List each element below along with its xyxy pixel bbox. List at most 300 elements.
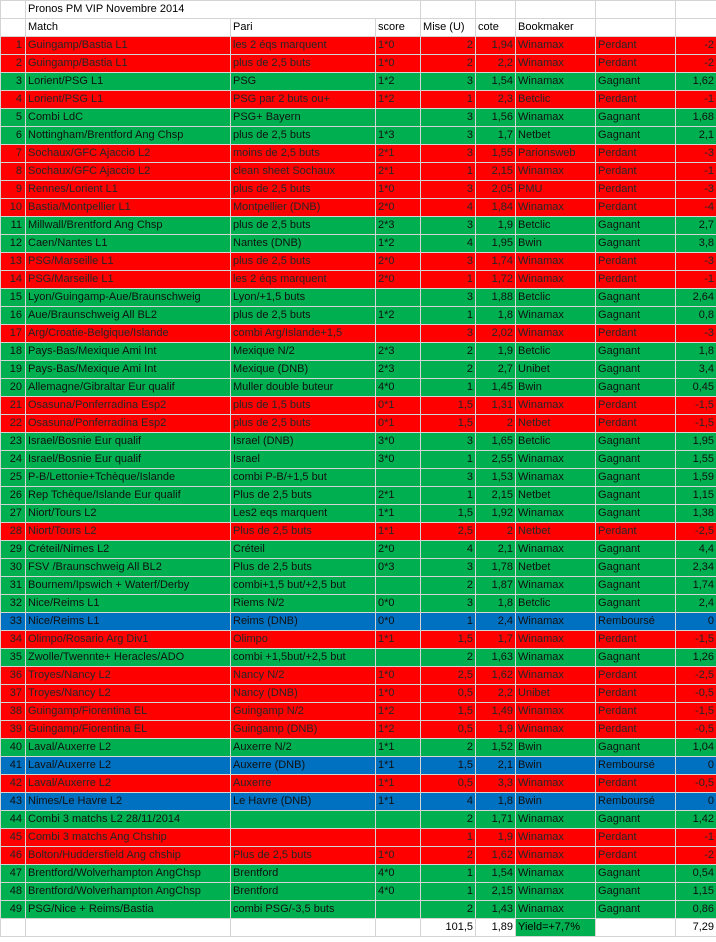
cell-score[interactable]: 2*0 (376, 253, 421, 271)
cell-bookmaker[interactable]: Winamax (516, 883, 596, 901)
cell-cote[interactable]: 1,62 (476, 667, 516, 685)
cell-match[interactable]: Guingamp/Fiorentina EL (26, 721, 231, 739)
cell-mise[interactable]: 1,5 (421, 703, 476, 721)
cell-gain[interactable]: -2 (676, 55, 716, 73)
cell-mise[interactable]: 3 (421, 127, 476, 145)
cell-match[interactable]: Caen/Nantes L1 (26, 235, 231, 253)
cell-pari[interactable]: Mexique N/2 (231, 343, 376, 361)
cell-match[interactable]: Combi LdC (26, 109, 231, 127)
cell-result[interactable]: Gagnant (596, 577, 676, 595)
cell-pari[interactable]: Montpellier (DNB) (231, 199, 376, 217)
row-number[interactable] (1, 1, 26, 19)
cell-mise[interactable]: 1 (421, 883, 476, 901)
cell-gain[interactable]: -3 (676, 145, 716, 163)
cell-gain[interactable]: -1 (676, 163, 716, 181)
cell-result[interactable]: Gagnant (596, 811, 676, 829)
cell-gain[interactable]: 2,34 (676, 559, 716, 577)
cell-score[interactable] (376, 829, 421, 847)
cell-mise[interactable]: 0,5 (421, 685, 476, 703)
cell-result[interactable]: Perdant (596, 163, 676, 181)
cell-match[interactable]: Lyon/Guingamp-Aue/Braunschweig (26, 289, 231, 307)
cell-cote[interactable]: 1,71 (476, 811, 516, 829)
cell-mise[interactable]: 1 (421, 91, 476, 109)
cell-score[interactable]: 1*0 (376, 667, 421, 685)
cell-result[interactable]: Gagnant (596, 73, 676, 91)
cell-cote[interactable]: 1,54 (476, 73, 516, 91)
cell-cote[interactable]: 1,92 (476, 505, 516, 523)
row-index[interactable]: 41 (1, 757, 26, 775)
cell-score[interactable]: 1*0 (376, 181, 421, 199)
row-index[interactable]: 46 (1, 847, 26, 865)
cell-mise[interactable]: 2,5 (421, 667, 476, 685)
cell-score[interactable]: 1*1 (376, 757, 421, 775)
cell-bookmaker[interactable]: Winamax (516, 55, 596, 73)
cell-score[interactable]: 1*0 (376, 37, 421, 55)
cell-gain[interactable]: -1,5 (676, 703, 716, 721)
cell-mise[interactable]: 1,5 (421, 757, 476, 775)
cell-match[interactable]: P-B/Lettonie+Tchèque/Islande (26, 469, 231, 487)
cell-match[interactable]: Niort/Tours L2 (26, 505, 231, 523)
cell-result[interactable]: Perdant (596, 829, 676, 847)
cell-score[interactable]: 1*1 (376, 793, 421, 811)
cell-mise[interactable]: 4 (421, 793, 476, 811)
cell-score[interactable]: 1*2 (376, 721, 421, 739)
cell-gain[interactable]: -1 (676, 271, 716, 289)
cell-match[interactable]: Pays-Bas/Mexique Ami Int (26, 343, 231, 361)
cell-pari[interactable]: Nantes (DNB) (231, 235, 376, 253)
cell-score[interactable]: 2*3 (376, 361, 421, 379)
cell-mise[interactable]: 3 (421, 433, 476, 451)
cell-cote[interactable]: 2,1 (476, 541, 516, 559)
cell-match[interactable]: Combi 3 matchs L2 28/11/2014 (26, 811, 231, 829)
row-index[interactable]: 29 (1, 541, 26, 559)
cell-score[interactable]: 3*0 (376, 451, 421, 469)
cell-mise[interactable]: 2 (421, 343, 476, 361)
cell-gain[interactable]: 2,7 (676, 217, 716, 235)
cell-cote[interactable]: 1,45 (476, 379, 516, 397)
cell-score[interactable]: 1*1 (376, 739, 421, 757)
cell-pari[interactable]: plus de 1,5 buts (231, 397, 376, 415)
row-index[interactable]: 35 (1, 649, 26, 667)
cell-mise[interactable]: 2 (421, 649, 476, 667)
cell-cote[interactable]: 2,2 (476, 685, 516, 703)
cell-cote[interactable]: 2,3 (476, 91, 516, 109)
cell-bookmaker[interactable]: Betclic (516, 343, 596, 361)
cell-match[interactable]: Brentford/Wolverhampton AngChsp (26, 883, 231, 901)
cell-bookmaker[interactable]: Netbet (516, 415, 596, 433)
cell-match[interactable]: Guingamp/Bastia L1 (26, 55, 231, 73)
cell-gain[interactable]: -0,5 (676, 721, 716, 739)
cell-gain[interactable]: -2 (676, 847, 716, 865)
cell-gain[interactable]: -3 (676, 253, 716, 271)
cell-gain[interactable]: 1,74 (676, 577, 716, 595)
cell-match[interactable]: Osasuna/Ponferradina Esp2 (26, 415, 231, 433)
cell-mise[interactable]: 3 (421, 469, 476, 487)
row-index[interactable]: 42 (1, 775, 26, 793)
cell-bookmaker[interactable]: Winamax (516, 469, 596, 487)
cell-pari[interactable]: Israel (231, 451, 376, 469)
cell-cote[interactable]: 2 (476, 415, 516, 433)
cell-gain[interactable]: 1,55 (676, 451, 716, 469)
cell-match[interactable]: Brentford/Wolverhampton AngChsp (26, 865, 231, 883)
cell-mise[interactable]: 1 (421, 307, 476, 325)
cell-mise[interactable]: 1 (421, 163, 476, 181)
cell-score[interactable]: 4*0 (376, 883, 421, 901)
cell-cote[interactable]: 1,78 (476, 559, 516, 577)
yield-label[interactable]: Yield=+7,7% (516, 919, 596, 937)
cell-score[interactable]: 0*1 (376, 415, 421, 433)
row-index[interactable]: 43 (1, 793, 26, 811)
cell-bookmaker[interactable]: Winamax (516, 307, 596, 325)
cell-score[interactable]: 2*1 (376, 487, 421, 505)
cell-pari[interactable]: Mexique (DNB) (231, 361, 376, 379)
cell-match[interactable]: Créteil/Nimes L2 (26, 541, 231, 559)
cell-score[interactable]: 1*0 (376, 685, 421, 703)
cell-result[interactable]: Remboursé (596, 793, 676, 811)
cell-gain[interactable]: -2 (676, 37, 716, 55)
cell-mise[interactable]: 2 (421, 847, 476, 865)
row-index[interactable]: 1 (1, 37, 26, 55)
cell-bookmaker[interactable]: Winamax (516, 811, 596, 829)
cell-pari[interactable]: Israel (DNB) (231, 433, 376, 451)
row-index[interactable]: 7 (1, 145, 26, 163)
cell-match[interactable]: Olimpo/Rosario Arg Div1 (26, 631, 231, 649)
cell-mise[interactable]: 2 (421, 577, 476, 595)
cell-bookmaker[interactable]: Winamax (516, 73, 596, 91)
cell-score[interactable]: 1*2 (376, 91, 421, 109)
cell-score[interactable]: 0*3 (376, 559, 421, 577)
cell-result[interactable]: Perdant (596, 145, 676, 163)
cell-bookmaker[interactable]: Betclic (516, 595, 596, 613)
cell-score[interactable]: 2*0 (376, 541, 421, 559)
cell-pari[interactable]: Guingamp (DNB) (231, 721, 376, 739)
cell-result[interactable]: Perdant (596, 199, 676, 217)
row-index[interactable]: 44 (1, 811, 26, 829)
cell-score[interactable]: 1*3 (376, 127, 421, 145)
cell-cote[interactable]: 1,7 (476, 631, 516, 649)
cell-bookmaker[interactable]: Winamax (516, 577, 596, 595)
cell-gain[interactable]: 1,26 (676, 649, 716, 667)
cell-score[interactable]: 1*1 (376, 631, 421, 649)
cell-gain[interactable]: -1 (676, 829, 716, 847)
cell-mise[interactable]: 3 (421, 145, 476, 163)
header-cote[interactable]: cote (476, 19, 516, 37)
header-mise[interactable]: Mise (U) (421, 19, 476, 37)
cell-bookmaker[interactable]: Winamax (516, 397, 596, 415)
cell-gain[interactable]: -1,5 (676, 397, 716, 415)
cell-result[interactable]: Gagnant (596, 559, 676, 577)
cell-score[interactable]: 1*0 (376, 847, 421, 865)
cell-match[interactable]: Osasuna/Ponferradina Esp2 (26, 397, 231, 415)
cell-pari[interactable]: Brentford (231, 865, 376, 883)
cell-cote[interactable]: 1,9 (476, 829, 516, 847)
cell-score[interactable]: 1*2 (376, 73, 421, 91)
cell-bookmaker[interactable]: Parionsweb (516, 145, 596, 163)
cell-bookmaker[interactable]: Netbet (516, 127, 596, 145)
cell-gain[interactable]: -0,5 (676, 775, 716, 793)
cell-gain[interactable]: 0,86 (676, 901, 716, 919)
cell-bookmaker[interactable]: Winamax (516, 775, 596, 793)
row-index[interactable]: 28 (1, 523, 26, 541)
cell-score[interactable]: 1*1 (376, 505, 421, 523)
cell-gain[interactable]: 1,42 (676, 811, 716, 829)
cell-pari[interactable]: plus de 2,5 buts (231, 55, 376, 73)
cell-result[interactable]: Gagnant (596, 343, 676, 361)
row-index[interactable]: 6 (1, 127, 26, 145)
row-index[interactable]: 5 (1, 109, 26, 127)
cell-result[interactable]: Perdant (596, 91, 676, 109)
cell-match[interactable]: Sochaux/GFC Ajaccio L2 (26, 163, 231, 181)
cell-result[interactable]: Perdant (596, 415, 676, 433)
cell-result[interactable]: Perdant (596, 55, 676, 73)
cell-mise[interactable]: 3 (421, 559, 476, 577)
cell-cote[interactable]: 1,54 (476, 865, 516, 883)
cell-match[interactable]: Bastia/Montpellier L1 (26, 199, 231, 217)
cell-mise[interactable]: 2 (421, 811, 476, 829)
row-index[interactable]: 25 (1, 469, 26, 487)
row-index[interactable]: 27 (1, 505, 26, 523)
cell-bookmaker[interactable]: Betclic (516, 289, 596, 307)
cell-result[interactable]: Gagnant (596, 217, 676, 235)
cell-cote[interactable]: 2,1 (476, 757, 516, 775)
cell-mise[interactable]: 1 (421, 829, 476, 847)
cell-score[interactable]: 1*0 (376, 55, 421, 73)
cell-cote[interactable]: 2,4 (476, 613, 516, 631)
cell-mise[interactable]: 2 (421, 37, 476, 55)
cell-match[interactable]: Israel/Bosnie Eur qualif (26, 451, 231, 469)
cell-bookmaker[interactable]: Winamax (516, 163, 596, 181)
cell-result[interactable]: Gagnant (596, 469, 676, 487)
cell-gain[interactable]: 1,62 (676, 73, 716, 91)
cell-match[interactable]: Bolton/Huddersfield Ang chship (26, 847, 231, 865)
header-match[interactable]: Match (26, 19, 231, 37)
sheet-title[interactable]: Pronos PM VIP Novembre 2014 (26, 1, 421, 19)
cell-match[interactable]: Rennes/Lorient L1 (26, 181, 231, 199)
cell-bookmaker[interactable]: Winamax (516, 541, 596, 559)
row-index[interactable]: 39 (1, 721, 26, 739)
row-index[interactable]: 38 (1, 703, 26, 721)
cell-bookmaker[interactable]: Netbet (516, 523, 596, 541)
cell-result[interactable]: Perdant (596, 271, 676, 289)
cell-pari[interactable]: moins de 2,5 buts (231, 145, 376, 163)
cell-cote[interactable]: 1,65 (476, 433, 516, 451)
cell-pari[interactable] (231, 829, 376, 847)
cell-mise[interactable]: 3 (421, 289, 476, 307)
header-score[interactable]: score (376, 19, 421, 37)
cell-match[interactable]: Nimes/Le Havre L2 (26, 793, 231, 811)
cell-cote[interactable]: 1,49 (476, 703, 516, 721)
cell-pari[interactable]: Lyon/+1,5 buts (231, 289, 376, 307)
cell-pari[interactable]: Plus de 2,5 buts (231, 523, 376, 541)
cell-gain[interactable]: -1,5 (676, 631, 716, 649)
cell-match[interactable]: Troyes/Nancy L2 (26, 685, 231, 703)
cell-gain[interactable]: -0,5 (676, 685, 716, 703)
cell-result[interactable]: Gagnant (596, 127, 676, 145)
cell-result[interactable]: Perdant (596, 775, 676, 793)
row-index[interactable]: 9 (1, 181, 26, 199)
row-index[interactable]: 47 (1, 865, 26, 883)
cell-mise[interactable]: 1,5 (421, 415, 476, 433)
cell-cote[interactable]: 1,74 (476, 253, 516, 271)
cell-gain[interactable]: 2,1 (676, 127, 716, 145)
cell-bookmaker[interactable]: Winamax (516, 271, 596, 289)
cell-score[interactable]: 0*1 (376, 397, 421, 415)
cell-mise[interactable]: 1 (421, 487, 476, 505)
cell-match[interactable]: FSV /Braunschweig All BL2 (26, 559, 231, 577)
cell-mise[interactable]: 2,5 (421, 523, 476, 541)
cell-pari[interactable]: plus de 2,5 buts (231, 217, 376, 235)
cell-cote[interactable]: 2,15 (476, 883, 516, 901)
cell-gain[interactable]: 1,68 (676, 109, 716, 127)
cell-mise[interactable]: 0,5 (421, 775, 476, 793)
cell-mise[interactable]: 3 (421, 217, 476, 235)
cell-score[interactable] (376, 325, 421, 343)
cell-match[interactable]: Nottingham/Brentford Ang Chsp (26, 127, 231, 145)
cell-bookmaker[interactable]: Winamax (516, 721, 596, 739)
total-gain[interactable]: 7,29 (676, 919, 716, 937)
cell-result[interactable]: Perdant (596, 721, 676, 739)
cell-cote[interactable]: 1,9 (476, 721, 516, 739)
cell-gain[interactable]: 1,38 (676, 505, 716, 523)
cell-gain[interactable]: 1,04 (676, 739, 716, 757)
row-index[interactable]: 23 (1, 433, 26, 451)
cell-match[interactable]: Arg/Croatie-Belgique/Islande (26, 325, 231, 343)
cell-cote[interactable]: 1,62 (476, 847, 516, 865)
cell-bookmaker[interactable]: Betclic (516, 217, 596, 235)
cell-result[interactable]: Gagnant (596, 541, 676, 559)
cell-cote[interactable]: 2,05 (476, 181, 516, 199)
cell-score[interactable]: 0*0 (376, 613, 421, 631)
cell-pari[interactable] (231, 811, 376, 829)
cell-gain[interactable]: -3 (676, 181, 716, 199)
cell-pari[interactable]: plus de 2,5 buts (231, 307, 376, 325)
cell-bookmaker[interactable]: Unibet (516, 685, 596, 703)
cell-bookmaker[interactable]: Netbet (516, 487, 596, 505)
total-cote[interactable]: 1,89 (476, 919, 516, 937)
cell-cote[interactable]: 1,43 (476, 901, 516, 919)
cell-mise[interactable]: 3 (421, 181, 476, 199)
cell-cote[interactable]: 3,3 (476, 775, 516, 793)
row-index[interactable]: 2 (1, 55, 26, 73)
cell-pari[interactable]: clean sheet Sochaux (231, 163, 376, 181)
cell-gain[interactable]: -1 (676, 91, 716, 109)
row-index[interactable]: 4 (1, 91, 26, 109)
row-index[interactable]: 40 (1, 739, 26, 757)
cell-pari[interactable]: Guingamp N/2 (231, 703, 376, 721)
cell-result[interactable]: Gagnant (596, 487, 676, 505)
cell-gain[interactable]: -4 (676, 199, 716, 217)
cell-result[interactable]: Perdant (596, 631, 676, 649)
cell-bookmaker[interactable]: Bwin (516, 793, 596, 811)
cell-pari[interactable]: Le Havre (DNB) (231, 793, 376, 811)
row-index[interactable]: 30 (1, 559, 26, 577)
cell-pari[interactable]: Reims (DNB) (231, 613, 376, 631)
cell-pari[interactable]: plus de 2,5 buts (231, 253, 376, 271)
cell-score[interactable]: 3*0 (376, 433, 421, 451)
cell-bookmaker[interactable]: Winamax (516, 451, 596, 469)
cell-result[interactable]: Gagnant (596, 307, 676, 325)
cell-match[interactable]: Millwall/Brentford Ang Chsp (26, 217, 231, 235)
cell-match[interactable]: Aue/Braunschweig All BL2 (26, 307, 231, 325)
cell-match[interactable]: Laval/Auxerre L2 (26, 757, 231, 775)
cell-bookmaker[interactable]: Betclic (516, 91, 596, 109)
cell-match[interactable]: Nice/Reims L1 (26, 595, 231, 613)
cell-mise[interactable]: 3 (421, 595, 476, 613)
cell-gain[interactable]: -1,5 (676, 415, 716, 433)
cell-result[interactable]: Gagnant (596, 505, 676, 523)
row-index[interactable]: 11 (1, 217, 26, 235)
cell-gain[interactable]: 3,8 (676, 235, 716, 253)
cell-pari[interactable]: Muller double buteur (231, 379, 376, 397)
cell-pari[interactable]: Nancy N/2 (231, 667, 376, 685)
cell-result[interactable]: Gagnant (596, 901, 676, 919)
cell-match[interactable]: Bournem/Ipswich + Waterf/Derby (26, 577, 231, 595)
row-index[interactable]: 14 (1, 271, 26, 289)
cell-mise[interactable]: 0,5 (421, 721, 476, 739)
cell-match[interactable]: Sochaux/GFC Ajaccio L2 (26, 145, 231, 163)
cell-match[interactable]: Pays-Bas/Mexique Ami Int (26, 361, 231, 379)
row-index[interactable]: 32 (1, 595, 26, 613)
cell-result[interactable]: Gagnant (596, 433, 676, 451)
cell-result[interactable]: Gagnant (596, 595, 676, 613)
row-index[interactable]: 17 (1, 325, 26, 343)
cell-pari[interactable]: les 2 éqs marquent (231, 271, 376, 289)
cell-pari[interactable]: Olimpo (231, 631, 376, 649)
cell-gain[interactable]: 0 (676, 793, 716, 811)
cell-result[interactable]: Gagnant (596, 649, 676, 667)
cell-bookmaker[interactable]: Winamax (516, 505, 596, 523)
cell-match[interactable]: Lorient/PSG L1 (26, 73, 231, 91)
cell-mise[interactable]: 2 (421, 55, 476, 73)
cell-bookmaker[interactable]: Winamax (516, 847, 596, 865)
row-index[interactable]: 26 (1, 487, 26, 505)
cell-gain[interactable]: 1,95 (676, 433, 716, 451)
cell-cote[interactable]: 1,94 (476, 37, 516, 55)
cell-mise[interactable]: 2 (421, 739, 476, 757)
cell-gain[interactable]: -3 (676, 325, 716, 343)
row-index[interactable]: 20 (1, 379, 26, 397)
cell-score[interactable]: 1*1 (376, 775, 421, 793)
cell-score[interactable]: 2*1 (376, 145, 421, 163)
cell-cote[interactable]: 1,56 (476, 109, 516, 127)
cell-match[interactable]: Zwolle/Twennte+ Heracles/ADO (26, 649, 231, 667)
cell-score[interactable] (376, 811, 421, 829)
row-index[interactable]: 49 (1, 901, 26, 919)
cell-pari[interactable]: Créteil (231, 541, 376, 559)
cell-bookmaker[interactable]: Winamax (516, 829, 596, 847)
cell-pari[interactable]: Riems N/2 (231, 595, 376, 613)
cell-mise[interactable]: 3 (421, 73, 476, 91)
cell-match[interactable]: Rep Tchèque/Islande Eur qualif (26, 487, 231, 505)
cell-mise[interactable]: 4 (421, 235, 476, 253)
cell-score[interactable]: 4*0 (376, 379, 421, 397)
cell-result[interactable]: Gagnant (596, 109, 676, 127)
cell-match[interactable]: Israel/Bosnie Eur qualif (26, 433, 231, 451)
cell-gain[interactable]: 1,15 (676, 487, 716, 505)
cell-mise[interactable]: 1 (421, 865, 476, 883)
cell-pari[interactable]: Auxerre (DNB) (231, 757, 376, 775)
cell-match[interactable]: Lorient/PSG L1 (26, 91, 231, 109)
row-index[interactable]: 34 (1, 631, 26, 649)
cell-cote[interactable]: 2,02 (476, 325, 516, 343)
row-index[interactable]: 8 (1, 163, 26, 181)
row-index[interactable]: 19 (1, 361, 26, 379)
cell-bookmaker[interactable]: Winamax (516, 901, 596, 919)
cell-match[interactable]: Combi 3 matchs Ang Chship (26, 829, 231, 847)
cell-match[interactable]: Laval/Auxerre L2 (26, 739, 231, 757)
cell-pari[interactable]: Nancy (DNB) (231, 685, 376, 703)
cell-match[interactable]: Troyes/Nancy L2 (26, 667, 231, 685)
